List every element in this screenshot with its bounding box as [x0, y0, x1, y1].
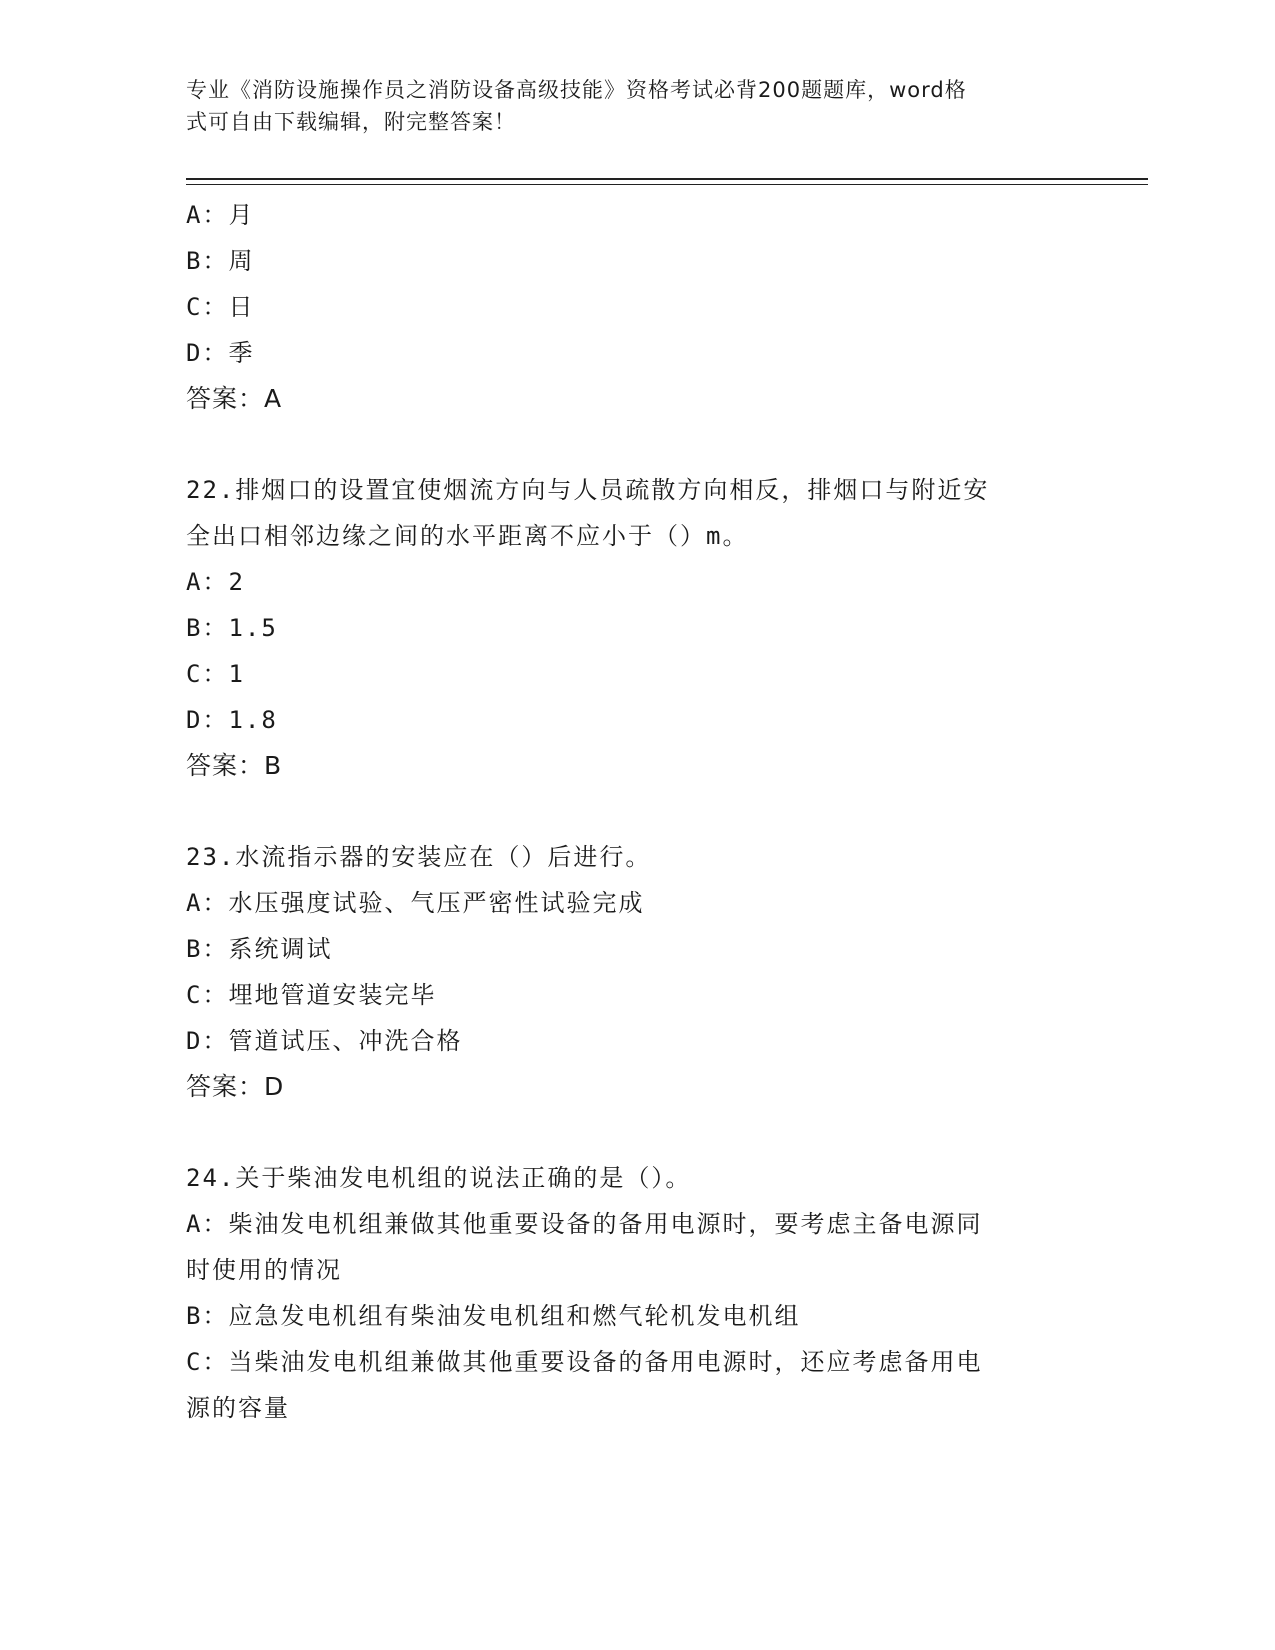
option-a-line-2: 时使用的情况 — [186, 1256, 342, 1284]
header-line-2: 式可自由下载编辑，附完整答案！ — [186, 110, 516, 134]
answer: 答案：D — [186, 1072, 285, 1101]
question-21-continued — [186, 192, 1086, 422]
option-d: D：季 — [186, 339, 255, 367]
question-text-line-1: 23.水流指示器的安装应在（）后进行。 — [186, 843, 652, 871]
answer: 答案：A — [186, 384, 283, 413]
option-c-line-2: 源的容量 — [186, 1394, 290, 1422]
question-text-line-2: 全出口相邻边缘之间的水平距离不应小于（）m。 — [186, 522, 749, 550]
header-rule-thick — [186, 178, 1148, 180]
option-a-line-1: A：柴油发电机组兼做其他重要设备的备用电源时，要考虑主备电源同 — [186, 1210, 983, 1238]
header-rule-thin — [186, 184, 1148, 185]
option-b: B：应急发电机组有柴油发电机组和燃气轮机发电机组 — [186, 1302, 801, 1330]
question-22 — [186, 467, 1086, 789]
question-text-line-1: 22.排烟口的设置宜使烟流方向与人员疏散方向相反，排烟口与附近安 — [186, 476, 990, 504]
option-a: A：2 — [186, 568, 245, 596]
question-text-line-1: 24.关于柴油发电机组的说法正确的是（）。 — [186, 1164, 692, 1192]
option-c-line-1: C：当柴油发电机组兼做其他重要设备的备用电源时，还应考虑备用电 — [186, 1348, 983, 1376]
document-header — [186, 74, 1066, 138]
option-a: A：水压强度试验、气压严密性试验完成 — [186, 889, 645, 917]
option-c: C：埋地管道安装完毕 — [186, 981, 437, 1009]
option-b: B：1.5 — [186, 614, 278, 642]
option-b: B：系统调试 — [186, 935, 333, 963]
header-line-1: 专业《消防设施操作员之消防设备高级技能》资格考试必背200题题库，word格 — [186, 78, 967, 102]
question-24 — [186, 1155, 1086, 1431]
option-c: C：日 — [186, 293, 255, 321]
question-list — [186, 192, 1086, 1431]
option-d: D：管道试压、冲洗合格 — [186, 1027, 463, 1055]
option-c: C：1 — [186, 660, 245, 688]
option-d: D：1.8 — [186, 706, 278, 734]
option-b: B：周 — [186, 247, 255, 275]
question-23 — [186, 834, 1086, 1110]
answer: 答案：B — [186, 751, 283, 780]
option-a: A：月 — [186, 201, 255, 229]
